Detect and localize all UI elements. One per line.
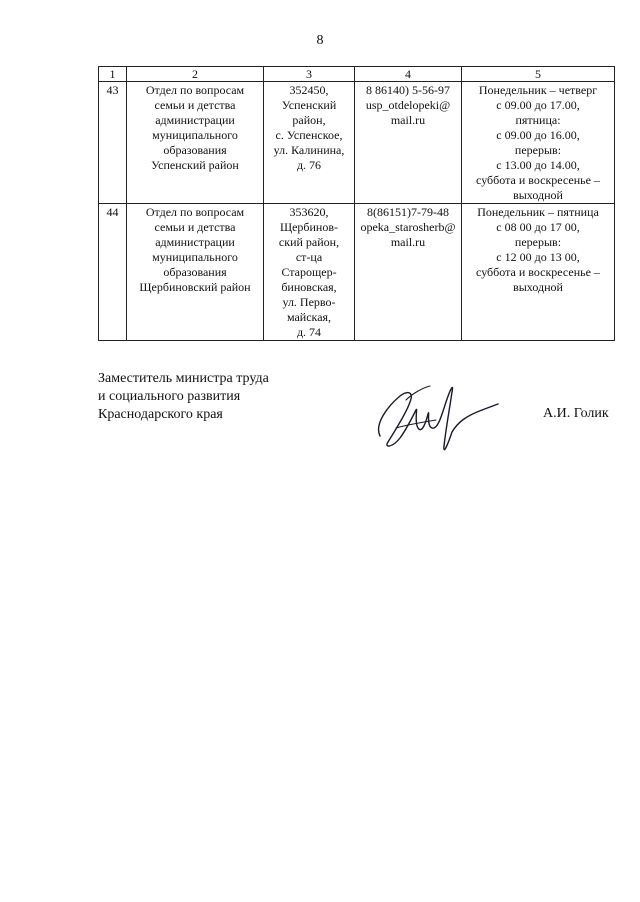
table-row xyxy=(99,82,615,204)
address: 352450, Успенский район, с. Успенское, ул. Калинина, д. 76 xyxy=(264,82,355,204)
contacts: 8 86140) 5-56-97 usp_otdelopeki@ mail.ru xyxy=(355,82,462,204)
signatory-position: Заместитель министра труда и социального развития Краснодарского края xyxy=(98,371,269,422)
handwritten-signature xyxy=(366,366,506,466)
column-header: 2 xyxy=(127,67,264,82)
column-header: 4 xyxy=(355,67,462,82)
row-number: 43 xyxy=(99,82,127,204)
column-header: 1 xyxy=(99,67,127,82)
row-number: 44 xyxy=(99,204,127,341)
table-header-row xyxy=(99,67,615,82)
contacts: 8(86151)7-79-48 opeka_starosherb@ mail.ru xyxy=(355,204,462,341)
table-row xyxy=(99,204,615,341)
page-number: 8 xyxy=(316,33,324,48)
department-name: Отдел по вопросам семьи и детства администрации муниципального образования Щербиновский район xyxy=(127,204,264,341)
schedule: Понедельник – пятница с 08 00 до 17 00, перерыв: с 12 00 до 13 00, суббота и воскресенье – выходной xyxy=(462,204,615,341)
column-header: 3 xyxy=(264,67,355,82)
column-header: 5 xyxy=(462,67,615,82)
schedule: Понедельник – четверг с 09.00 до 17.00, пятница: с 09.00 до 16.00, перерыв: с 13.00 до 14.00, суббота и воскресенье – выходной xyxy=(462,82,615,204)
address: 353620, Щербинов- ский район, ст-ца Старощер- биновская, ул. Перво- майская, д. 74 xyxy=(264,204,355,341)
department-name: Отдел по вопросам семьи и детства администрации муниципального образования Успенский район xyxy=(127,82,264,204)
contacts-table xyxy=(98,66,615,341)
signatory-name: А.И. Голик xyxy=(543,406,609,421)
